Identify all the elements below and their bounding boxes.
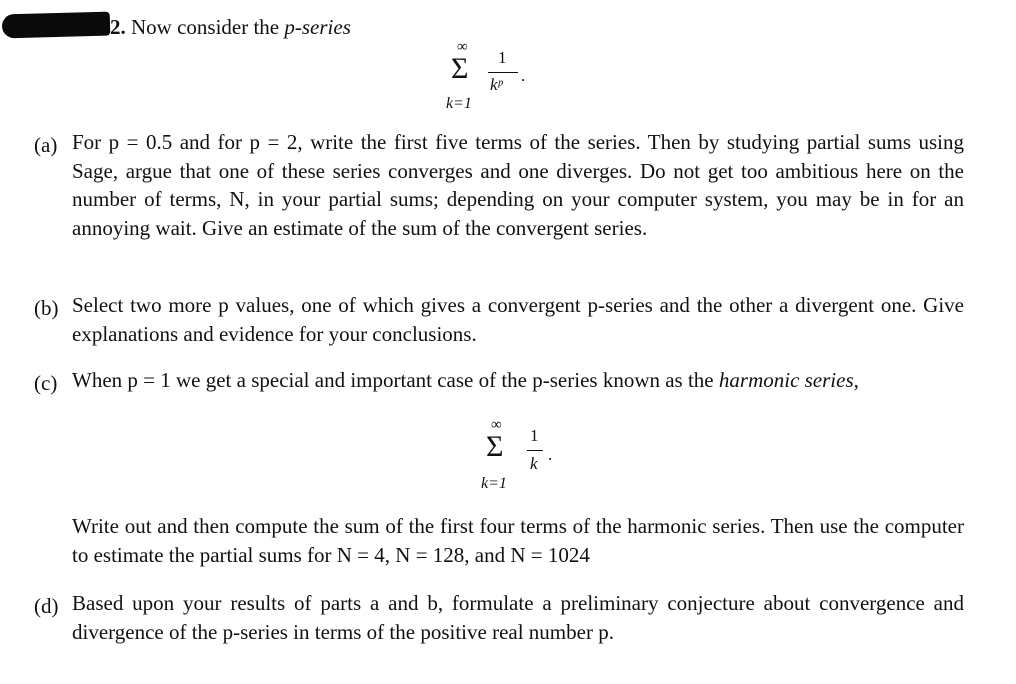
series1-period: . [521,66,526,85]
series2-numerator: 1 [530,426,539,445]
redaction-mark [2,12,111,39]
series1-numerator: 1 [498,48,507,67]
part-d-label: (d) [34,594,59,618]
series2-period: . [548,445,553,464]
part-a-text: For p = 0.5 and for p = 2, write the first five terms of the series. Then by studying partial sums using Sage, argue that one of these series converges and one diverges. Do not get too ambitious here on the number of terms, N, in your partial sums; depending on your computer system, you may be in for an annoying wait. Give an estimate of the sum of the convergent series. [72,130,964,240]
problem-intro-term: p-series [284,15,351,39]
part-c-text-after: , [853,368,859,392]
series1-sigma: Σ [451,52,469,85]
part-c-intro [72,366,964,395]
part-c-label: (c) [34,371,58,395]
problem-header [110,17,351,38]
part-a-label: (a) [34,133,58,157]
part-b-label: (b) [34,296,59,320]
problem-intro: Now consider the [131,15,280,39]
part-c-text2: Write out and then compute the sum of the first four terms of the harmonic series. Then use the computer to estimate the partial sums for N = 4, N = 128, and N = 1024 [72,514,964,567]
problem-number: 2. [110,15,126,39]
series2-upper-limit: ∞ [491,417,502,433]
series1-upper-limit: ∞ [457,39,468,55]
series2-denominator: k [530,454,538,473]
series1-fraction-bar [488,72,518,73]
series2-sigma: Σ [486,430,504,463]
part-c-text-before: When p = 1 we get a special and important case of the p-series known as the [72,368,714,392]
series1-lower-limit: k=1 [446,95,472,112]
part-d-text: Based upon your results of parts a and b, formulate a preliminary conjecture about convergence and divergence of the p-series in terms of the positive real number p. [72,591,964,644]
part-b-text: Select two more p values, one of which gives a convergent p-series and the other a divergent one. Give explanations and evidence for your conclusions. [72,293,964,346]
series2-lower-limit: k=1 [481,475,507,492]
part-c-term: harmonic series [718,368,854,392]
series1-denominator: kᵖ [490,75,503,94]
series2-fraction-bar [527,450,543,451]
